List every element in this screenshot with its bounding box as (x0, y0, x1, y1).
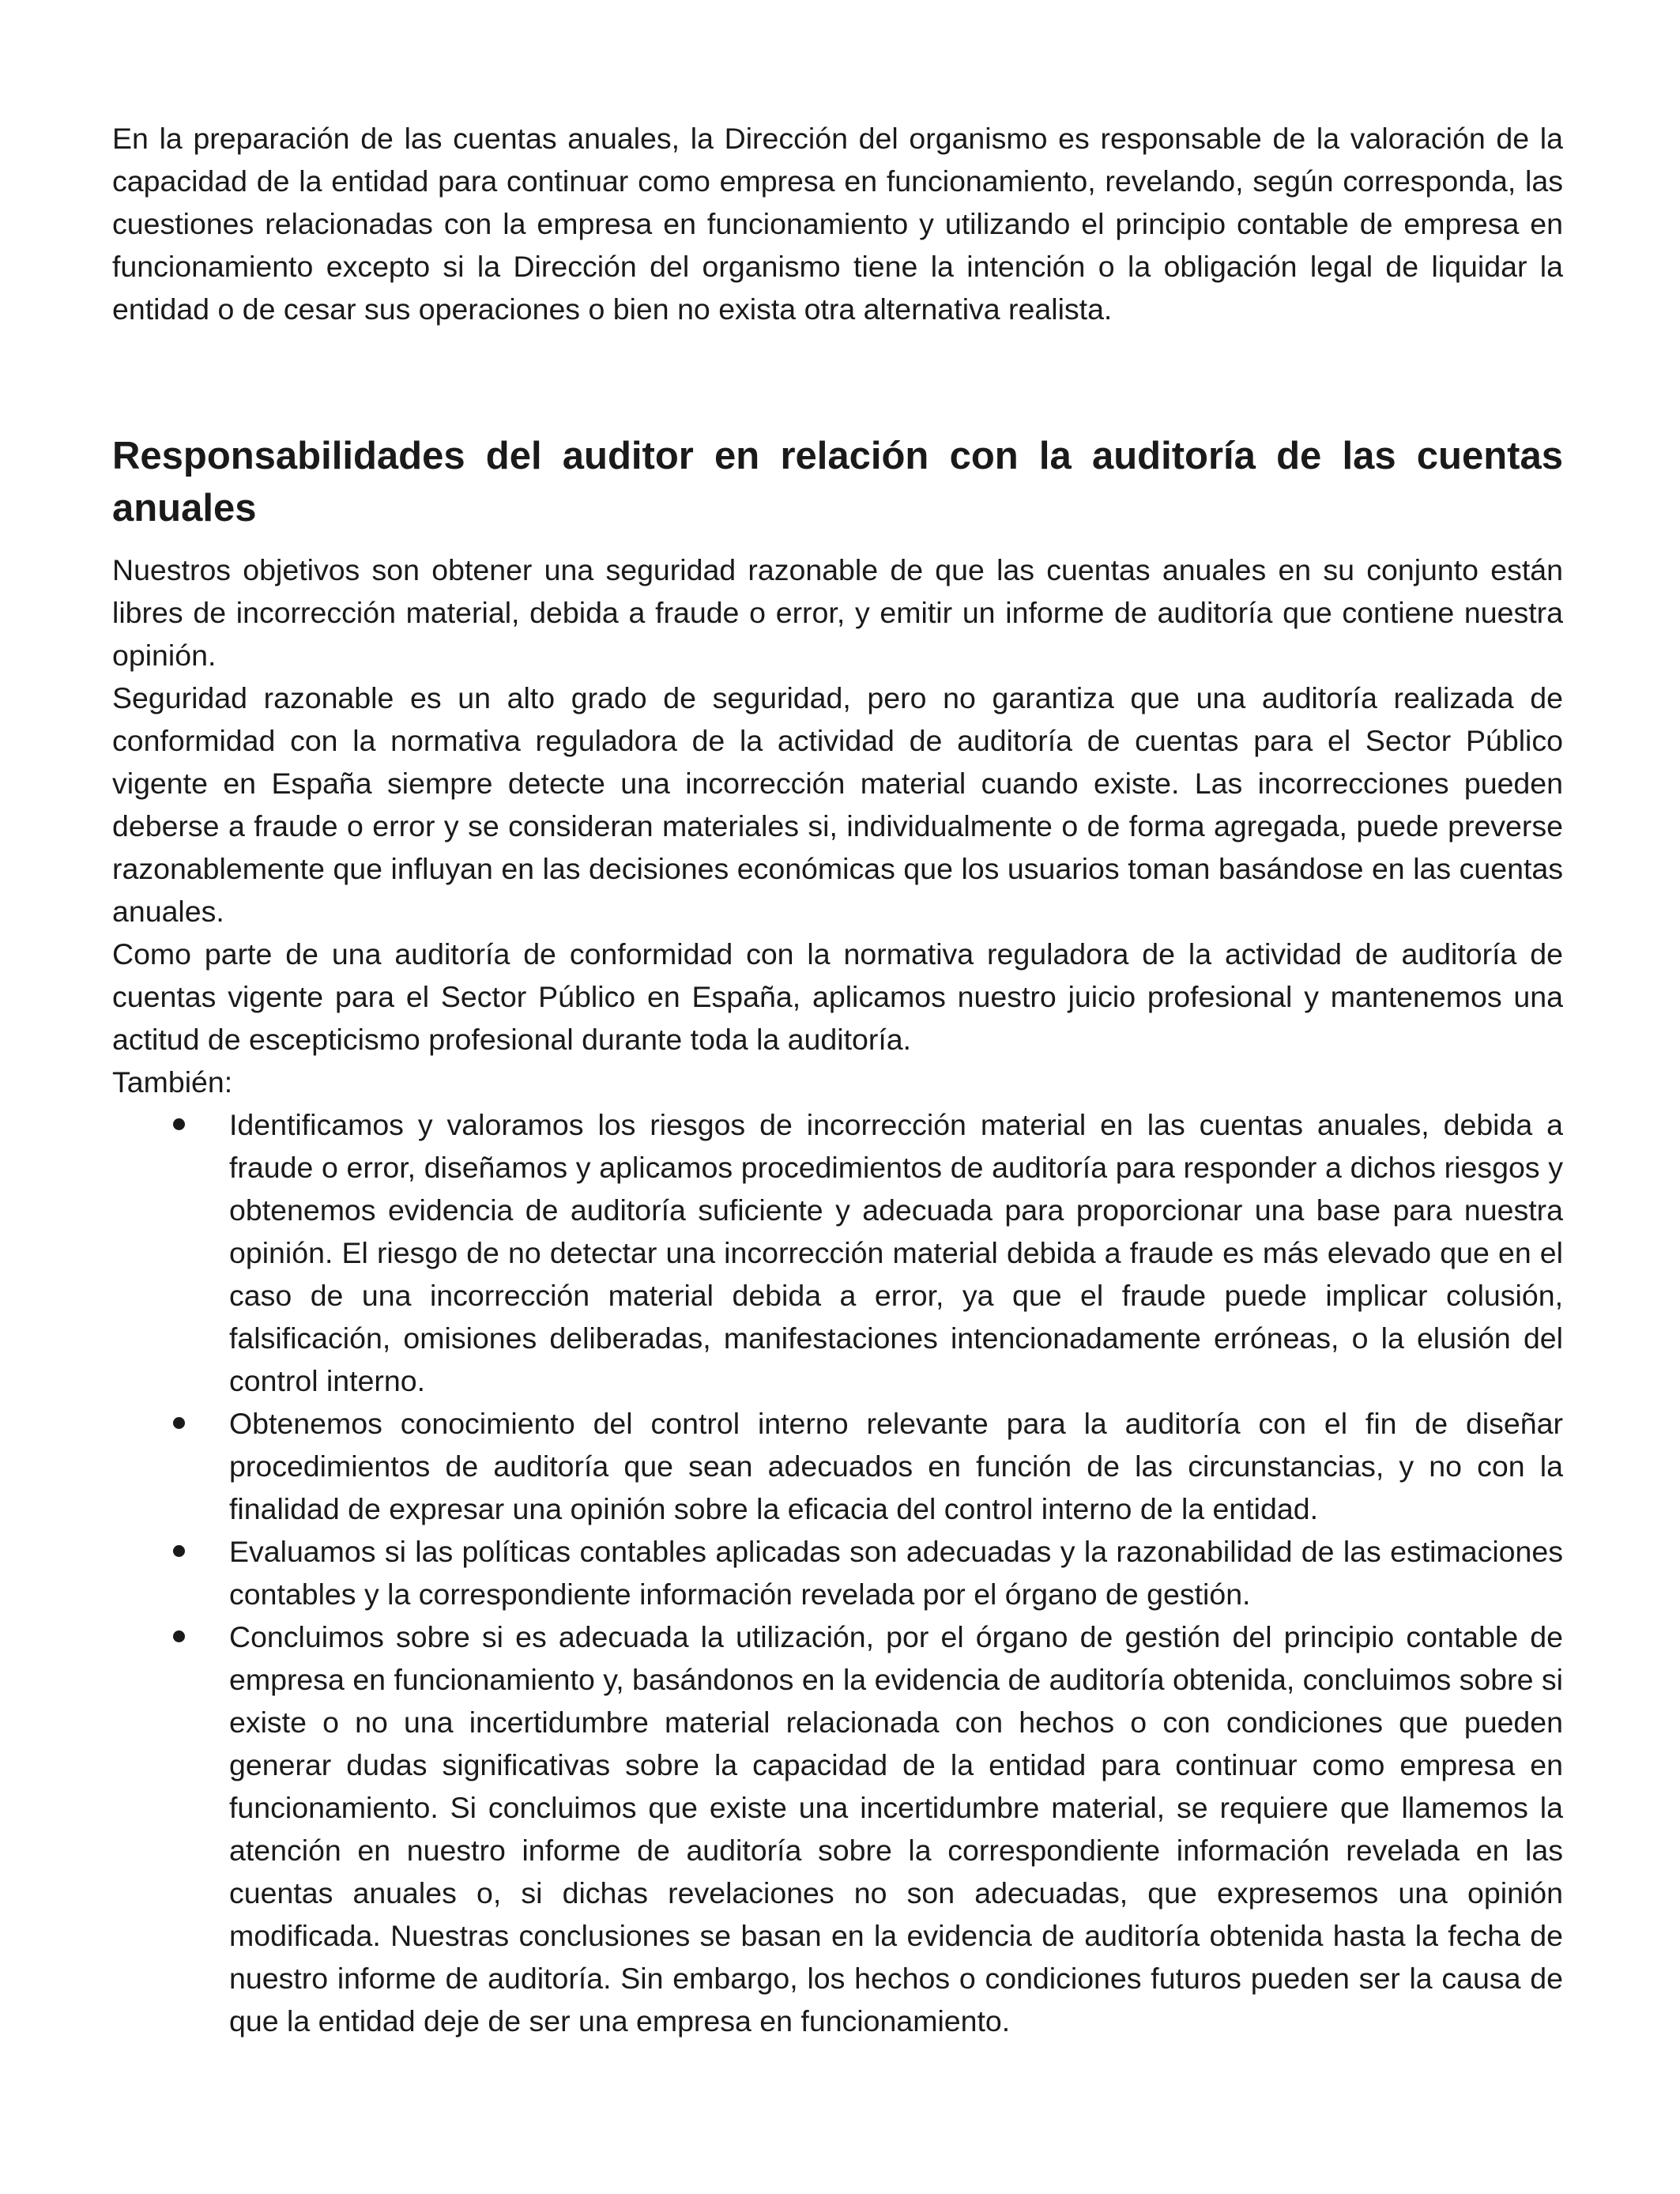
paragraph-reasonable-assurance: Seguridad razonable es un alto grado de seguridad, pero no garantiza que una auditoría realizada de conformidad con la normativa reguladora de la actividad de auditoría de cuentas para el Sector Público vigente en España siempre detecte una incorrección material cuando existe. Las incorrecciones pueden deberse a fraude o error y se consideran materiales si, individualmente o de forma agregada, puede preverse razonablemente que influyan en las decisiones económicas que los usuarios toman basándose en las cuentas anuales. (112, 681, 1563, 928)
document-page (112, 117, 1563, 2042)
list-item-text: Concluimos sobre si es adecuada la utilización, por el órgano de gestión del principio contable de empresa en funcionamiento y, basándonos en la evidencia de auditoría obtenida, concluimos sobre si existe o no una incertidumbre material relacionada con hechos o con condiciones que pueden generar dudas significativas sobre la capacidad de la entidad para continuar como empresa en funcionamiento. Si concluimos que existe una incertidumbre material, se requiere que llamemos la atención en nuestro informe de auditoría sobre la correspondiente información revelada en las cuentas anuales o, si dichas revelaciones no son adecuadas, que expresemos una opinión modificada. Nuestras conclusiones se basan en la evidencia de auditoría obtenida hasta la fecha de nuestro informe de auditoría. Sin embargo, los hechos o condiciones futuros pueden ser la causa de que la entidad deje de ser una empresa en funcionamiento. (229, 1620, 1563, 2038)
section-heading: Responsabilidades del auditor en relación con la auditoría de las cuentas anuales (112, 435, 1563, 530)
list-item-text: Obtenemos conocimiento del control interno relevante para la auditoría con el fin de diseñar procedimientos de auditoría que sean adecuados en función de las circunstancias, y no con la finalidad de expresar una opinión sobre la eficacia del control interno de la entidad. (229, 1407, 1563, 1525)
paragraph-objectives: Nuestros objetivos son obtener una seguridad razonable de que las cuentas anuales en su conjunto están libres de incorrección material, debida a fraude o error, y emitir un informe de auditoría que contiene nuestra opinión. (112, 553, 1563, 672)
list-item (229, 1103, 1563, 1402)
list-item (229, 1530, 1563, 1615)
list-item (229, 1615, 1563, 2042)
intro-paragraph: En la preparación de las cuentas anuales, la Dirección del organismo es responsable de la valoración de la capacidad de la entidad para continuar como empresa en funcionamiento, revelando, según corresponda, las cuestiones relacionadas con la empresa en funcionamiento y utilizando el principio contable de empresa en funcionamiento excepto si la Dirección del organismo tiene la intención o la obligación legal de liquidar la entidad o de cesar sus operaciones o bien no exista otra alternativa realista. (112, 122, 1563, 326)
list-item-text: Evaluamos si las políticas contables aplicadas son adecuadas y la razonabilidad de las estimaciones contables y la correspondiente información revelada por el órgano de gestión. (229, 1535, 1563, 1611)
bullet-icon (173, 1630, 185, 1642)
bullet-icon (173, 1118, 185, 1130)
list-item (229, 1402, 1563, 1530)
bullet-icon (173, 1417, 185, 1429)
list-item-text: Identificamos y valoramos los riesgos de incorrección material en las cuentas anuales, debida a fraude o error, diseñamos y aplicamos procedimientos de auditoría para responder a dichos riesgos y obtenemos evidencia de auditoría suficiente y adecuada para proporcionar una base para nuestra opinión. El riesgo de no detectar una incorrección material debida a fraude es más elevado que en el caso de una incorrección material debida a error, ya que el fraude puede implicar colusión, falsificación, omisiones deliberadas, manifestaciones intencionadamente erróneas, o la elusión del control interno. (229, 1108, 1563, 1397)
paragraph-professional-judgment: Como parte de una auditoría de conformidad con la normativa reguladora de la actividad de auditoría de cuentas vigente para el Sector Público en España, aplicamos nuestro juicio profesional y mantenemos una actitud de escepticismo profesional durante toda la auditoría. (112, 937, 1563, 1056)
responsibilities-list (112, 1103, 1563, 2042)
paragraph-also: También: (112, 1065, 233, 1099)
bullet-icon (173, 1545, 185, 1557)
